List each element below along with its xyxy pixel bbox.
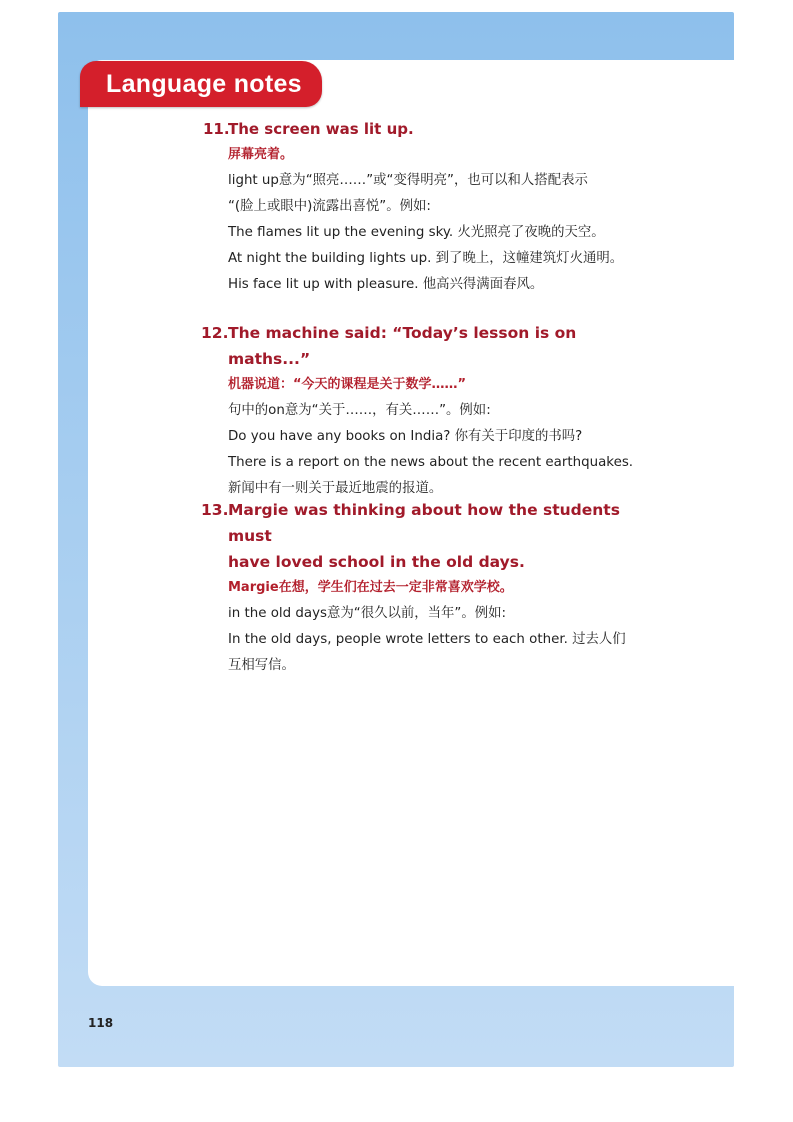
example-line: 新闻中有一则关于最近地震的报道。 (228, 481, 443, 496)
note-heading-text: The machine said: “Today’s lesson is on maths...” (228, 324, 577, 368)
note-line: in the old days意为“很久以前，当年”。例如: (228, 606, 507, 621)
page-number: 118 (88, 1016, 114, 1030)
note-heading-continued: have loved school in the old days. (228, 553, 525, 571)
note-line: light up意为“照亮……”或“变得明亮”，也可以和人搭配表示 (228, 173, 588, 188)
note-translation: 机器说道：“今天的课程是关于数学……” (228, 377, 467, 392)
language-note-13 (203, 497, 643, 679)
language-note-12 (203, 320, 643, 502)
note-translation: 屏幕亮着。 (228, 147, 294, 162)
section-title: Language notes (80, 61, 322, 107)
note-translation: Margie在想，学生们在过去一定非常喜欢学校。 (228, 580, 513, 595)
example-line: At night the building lights up. 到了晚上，这幢建筑灯火通明。 (228, 251, 624, 266)
language-note-11 (203, 116, 643, 298)
note-number: 13. (201, 501, 229, 519)
note-heading (203, 116, 643, 142)
note-heading-text: Margie was thinking about how the students must (228, 501, 620, 545)
example-line: There is a report on the news about the recent earthquakes. (228, 455, 634, 470)
example-line: 互相写信。 (228, 658, 295, 673)
note-number: 11. (203, 120, 230, 138)
note-heading (203, 497, 643, 549)
example-line: In the old days, people wrote letters to each other. 过去人们 (228, 632, 626, 647)
note-line: “(脸上或眼中)流露出喜悦”。例如: (228, 199, 431, 214)
note-line: 句中的on意为“关于……，有关……”。例如: (228, 403, 491, 418)
example-line: The flames lit up the evening sky. 火光照亮了夜晚的天空。 (228, 225, 605, 240)
note-number: 12. (201, 324, 229, 342)
example-line: His face lit up with pleasure. 他高兴得满面春风。 (228, 277, 544, 292)
example-line: Do you have any books on India? 你有关于印度的书吗? (228, 429, 583, 444)
note-heading (203, 320, 643, 372)
note-heading-text: The screen was lit up. (228, 120, 414, 138)
